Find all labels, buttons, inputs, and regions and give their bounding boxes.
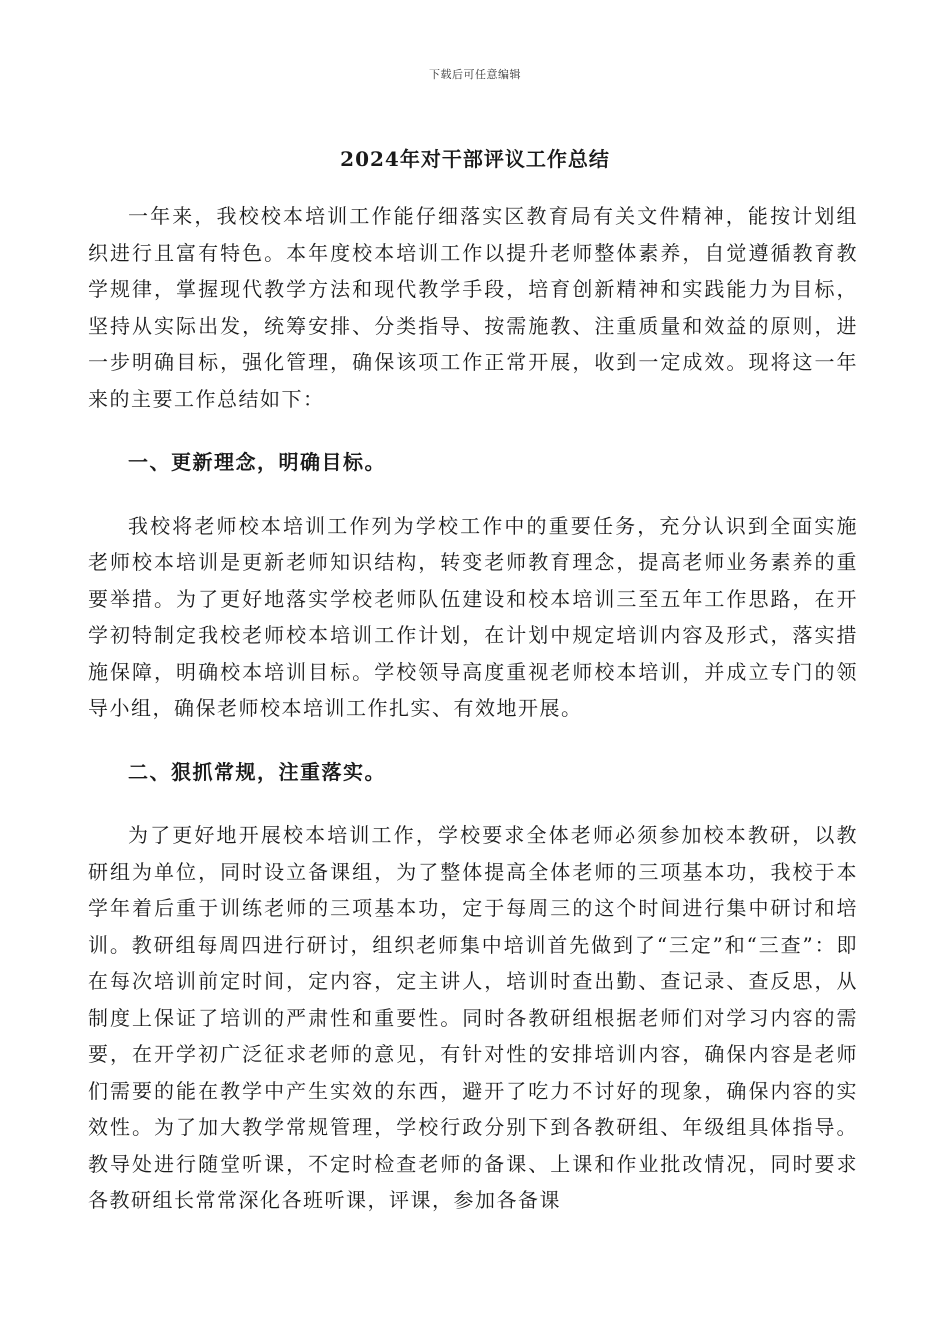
- section-2-heading: 二、狠抓常规，注重落实。: [128, 759, 386, 784]
- spacer: [88, 481, 858, 508]
- spacer: [88, 790, 858, 817]
- section-2-paragraph: 为了更好地开展校本培训工作，学校要求全体老师必须参加校本教研，以教研组为单位，同时设立备课组，为了整体提高全体老师的三项基本功，我校于本学年着后重于训练老师的三项基本功，定于每周三的这个时间进行集中研讨和培训。教研组每周四进行研讨，组织老师集中培训首先做到了“三定”和“三查”：即在每次培训前定时间，定内容，定主讲人，培训时查出勤、查记录、查反思，从制度上保证了培训的严肃性和重要性。同时各教研组根据老师们对学习内容的需要，在开学初广泛征求老师的意见，有针对性的安排培训内容，确保内容是老师们需要的能在教学中产生实效的东西，避开了吃力不讨好的现象，确保内容的实效性。为了加大教学常规管理，学校行政分别下到各教研组、年级组具体指导。教导处进行随堂听课，不定时检查老师的备课、上课和作业批改情况，同时要求各教研组长常常深化各班听课，评课，参加各备课: [88, 823, 858, 1212]
- document-body: [88, 198, 858, 1219]
- intro-paragraph: 一年来，我校校本培训工作能仔细落实区教育局有关文件精神，能按计划组织进行且富有特色。本年度校本培训工作以提升老师整体素养，自觉遵循教育教学规律，掌握现代教学方法和现代教学手段，培育创新精神和实践能力为目标，坚持从实际出发，统筹安排、分类指导、按需施教、注重质量和效益的原则，进一步明确目标，强化管理，确保该项工作正常开展，收到一定成效。现将这一年来的主要工作总结如下：: [88, 204, 858, 411]
- spacer: [88, 727, 858, 754]
- section-1-paragraph: 我校将老师校本培训工作列为学校工作中的重要任务，充分认识到全面实施老师校本培训是更新老师知识结构，转变老师教育理念，提高老师业务素养的重要举措。为了更好地落实学校老师队伍建设和校本培训三至五年工作思路，在开学初特制定我校老师校本培训工作计划，在计划中规定培训内容及形式，落实措施保障，明确校本培训目标。学校领导高度重视老师校本培训，并成立专门的领导小组，确保老师校本培训工作扎实、有效地开展。: [88, 513, 858, 720]
- spacer: [88, 417, 858, 444]
- section-1-heading: 一、更新理念，明确目标。: [128, 450, 386, 474]
- header-note: 下载后可任意编辑: [429, 68, 521, 81]
- document-title: 2024年对干部评议工作总结: [340, 147, 610, 171]
